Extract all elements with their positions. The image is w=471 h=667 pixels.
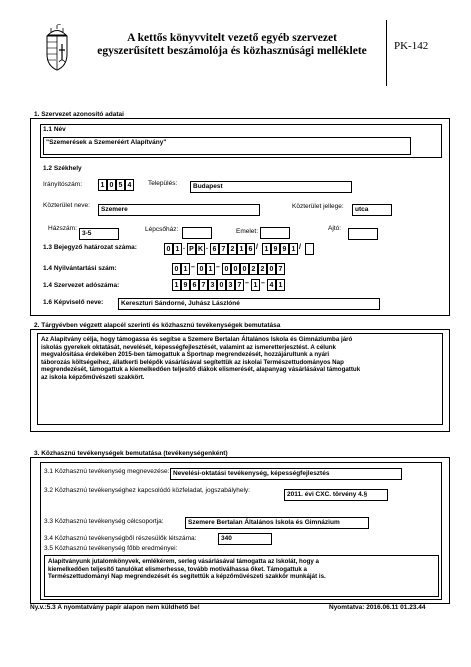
activities-line: megrendezését, támogattuk a kiemelkedően teljesítő diákok elismerését, alapanyag vásárlásával támogattuk <box>41 366 361 374</box>
street-label: Közterület neve: <box>43 202 90 209</box>
digit-cell[interactable]: 0 <box>172 263 181 275</box>
door-field[interactable] <box>348 228 378 240</box>
city-label: Település: <box>148 180 178 187</box>
rep-label: 1.6 Képviselő neve: <box>43 299 104 306</box>
digit-cell[interactable]: 2 <box>228 243 237 255</box>
results-line: Természettudományi Nap megrendezését és segítettük a képzőművészeti szakkör munkáját is. <box>48 573 326 581</box>
digit-cell[interactable]: 0 <box>217 279 226 291</box>
digit-cell[interactable]: 5 <box>116 179 125 191</box>
form-title-line2: egyszerűsített beszámolója és közhasznúsági melléklete <box>97 45 367 57</box>
digit-cell[interactable]: 0 <box>267 263 276 275</box>
footer-note: Ny.v.:5.3 A nyomtatvány papír alapon nem küldhető be! <box>30 604 200 611</box>
digit-cell[interactable]: 1 <box>289 243 298 255</box>
name-field[interactable]: "Szemerések a Szemeréért Alapítvány" <box>43 137 411 155</box>
street-type-field[interactable]: utca <box>352 204 392 216</box>
name-label: 1.1 Név <box>43 126 66 133</box>
digit-cell[interactable]: 0 <box>222 263 231 275</box>
digit-cell[interactable]: 4 <box>267 279 276 291</box>
digit-cell[interactable]: 1 <box>251 279 260 291</box>
results-line: kiemelkedően teljesítő tanulókat elismerhesse, tovább motiválhassa őket. Támogattuk a <box>48 565 307 573</box>
digit-cell[interactable]: 2 <box>249 263 258 275</box>
activities-line: az iskola képzőművészeti szakkört. <box>41 373 145 381</box>
digit-cell[interactable]: 9 <box>280 243 289 255</box>
results-textarea[interactable] <box>44 555 439 597</box>
form-code-box <box>386 20 387 86</box>
form-code: PK-142 <box>394 40 429 52</box>
section1-title: 1. Szervezet azonosító adatai <box>34 111 124 118</box>
zip-label: Irányítószám: <box>43 181 83 188</box>
separator: – <box>191 264 195 271</box>
form-title <box>82 32 382 58</box>
form-title-line1: A kettős könyvvitelt vezető egyéb szervezet <box>127 32 337 44</box>
digit-cell[interactable]: 9 <box>271 243 280 255</box>
activities-line: iskolás gyerekek oktatását, nevelését, képességfejlesztését, valamint az ismeretterjesztést. A célunk <box>41 343 336 351</box>
count-label: 3.4 Közhasznú tevékenységből részesülők létszáma: <box>44 535 197 542</box>
street-field[interactable]: Szemere <box>98 204 260 216</box>
activities-line: megvalósítása érdekében 2015-ben támogattuk a Sportnap megrendezését, hozzájárultunk a nyári <box>41 351 330 359</box>
separator: / <box>256 244 258 251</box>
separator: – <box>245 280 249 287</box>
digit-cell[interactable]: 1 <box>172 279 181 291</box>
digit-cell[interactable]: 3 <box>208 279 217 291</box>
regnum-label: 1.4 Nyilvántartási szám: <box>43 265 117 272</box>
house-field[interactable]: 3-5 <box>79 228 119 240</box>
activities-line: táborozás költségeihez, állatkerti belépők vásárlásával segítettük az iskolai Természettudományos Nap <box>41 358 344 366</box>
count-field[interactable]: 340 <box>218 533 272 545</box>
floor-field[interactable] <box>260 227 290 239</box>
house-label: Házszám: <box>48 225 77 232</box>
activity-label: 3.1 Közhasznú tevékenység megnevezése: <box>44 468 170 475</box>
digit-cell[interactable]: 6 <box>210 243 219 255</box>
digit-cell[interactable]: 1 <box>181 263 190 275</box>
digit-cell[interactable]: P <box>187 243 196 255</box>
digit-cell[interactable]: 0 <box>197 263 206 275</box>
floor-label: Emelet: <box>236 228 259 235</box>
digit-cell[interactable]: 0 <box>107 179 116 191</box>
stair-label: Lépcsőház: <box>145 226 179 233</box>
digit-cell[interactable]: 0 <box>231 263 240 275</box>
digit-cell[interactable] <box>305 243 314 255</box>
digit-cell[interactable]: 1 <box>262 243 271 255</box>
digit-cell[interactable]: 1 <box>206 263 215 275</box>
digit-cell[interactable]: 1 <box>276 279 285 291</box>
digit-cell[interactable]: K <box>196 243 205 255</box>
results-label: 3.5 Közhasznú tevékenység főbb eredményei: <box>44 545 178 552</box>
section2-title: 2. Tárgyévben végzett alapcél szerinti és közhasznú tevékenységek bemutatása <box>34 322 281 329</box>
digit-cell[interactable]: 3 <box>226 279 235 291</box>
header <box>38 20 442 86</box>
door-label: Ajtó: <box>328 225 342 232</box>
activities-textarea[interactable] <box>37 333 443 425</box>
city-field[interactable]: Budapest <box>190 181 352 193</box>
separator: / <box>299 244 301 251</box>
separator: – <box>216 264 220 271</box>
rep-field[interactable]: Kereszturi Sándorné, Juhász Lászlóné <box>118 298 380 310</box>
digit-cell[interactable]: 1 <box>237 243 246 255</box>
digit-cell[interactable]: 2 <box>258 263 267 275</box>
target-label: 3.3 Közhasznú tevékenység célcsoportja: <box>44 518 164 525</box>
section3-title: 3. Közhasznú tevékenységek bemutatása (tevékenységenként) <box>34 450 228 457</box>
digit-cell[interactable]: 7 <box>219 243 228 255</box>
street-type-label: Közterület jellege: <box>292 203 344 210</box>
target-field[interactable]: Szemere Bertalan Általános Iskola és Gimnázium <box>185 517 369 529</box>
law-field[interactable]: 2011. évi CXC. törvény 4.§ <box>284 489 388 501</box>
coat-of-arms-icon <box>42 24 72 72</box>
separator: – <box>261 280 265 287</box>
digit-cell[interactable]: 7 <box>276 263 285 275</box>
digit-cell[interactable]: 1 <box>173 243 182 255</box>
digit-cell[interactable]: 6 <box>190 279 199 291</box>
digit-cell[interactable]: 7 <box>199 279 208 291</box>
digit-cell[interactable]: 9 <box>181 279 190 291</box>
digit-cell[interactable]: 0 <box>240 263 249 275</box>
digit-cell[interactable]: 7 <box>235 279 244 291</box>
digit-cell[interactable]: 6 <box>246 243 255 255</box>
seat-label: 1.2 Székhely <box>43 165 82 172</box>
tax-label: 1.4 Szervezet adószáma: <box>43 282 120 289</box>
print-timestamp: Nyomtatva: 2016.06.11 01.23.44 <box>329 604 426 611</box>
activity-field[interactable]: Nevelési-oktatási tevékenység, képességfejlesztés <box>170 468 402 480</box>
stair-field[interactable] <box>182 227 212 239</box>
activities-line: Az Alapítvány célja, hogy támogassa és segítse a Szemere Bertalan Általános Iskola és Gimnáziumba járó <box>41 336 353 343</box>
results-line: Alapítványunk jutalomkönyvek, emlékérem, serleg vásárlásával támogatta az Iskolát, hogy a <box>48 558 319 565</box>
law-label: 3.2 Közhasznú tevékenységhez kapcsolódó közfeladat, jogszabályhely: <box>44 487 250 494</box>
separator: . <box>183 244 185 251</box>
separator: . <box>206 244 208 251</box>
digit-cell[interactable]: 0 <box>164 243 173 255</box>
registry-label: 1.3 Bejegyző határozat száma: <box>43 244 137 251</box>
digit-cell[interactable]: 1 <box>98 179 107 191</box>
digit-cell[interactable]: 4 <box>125 179 134 191</box>
